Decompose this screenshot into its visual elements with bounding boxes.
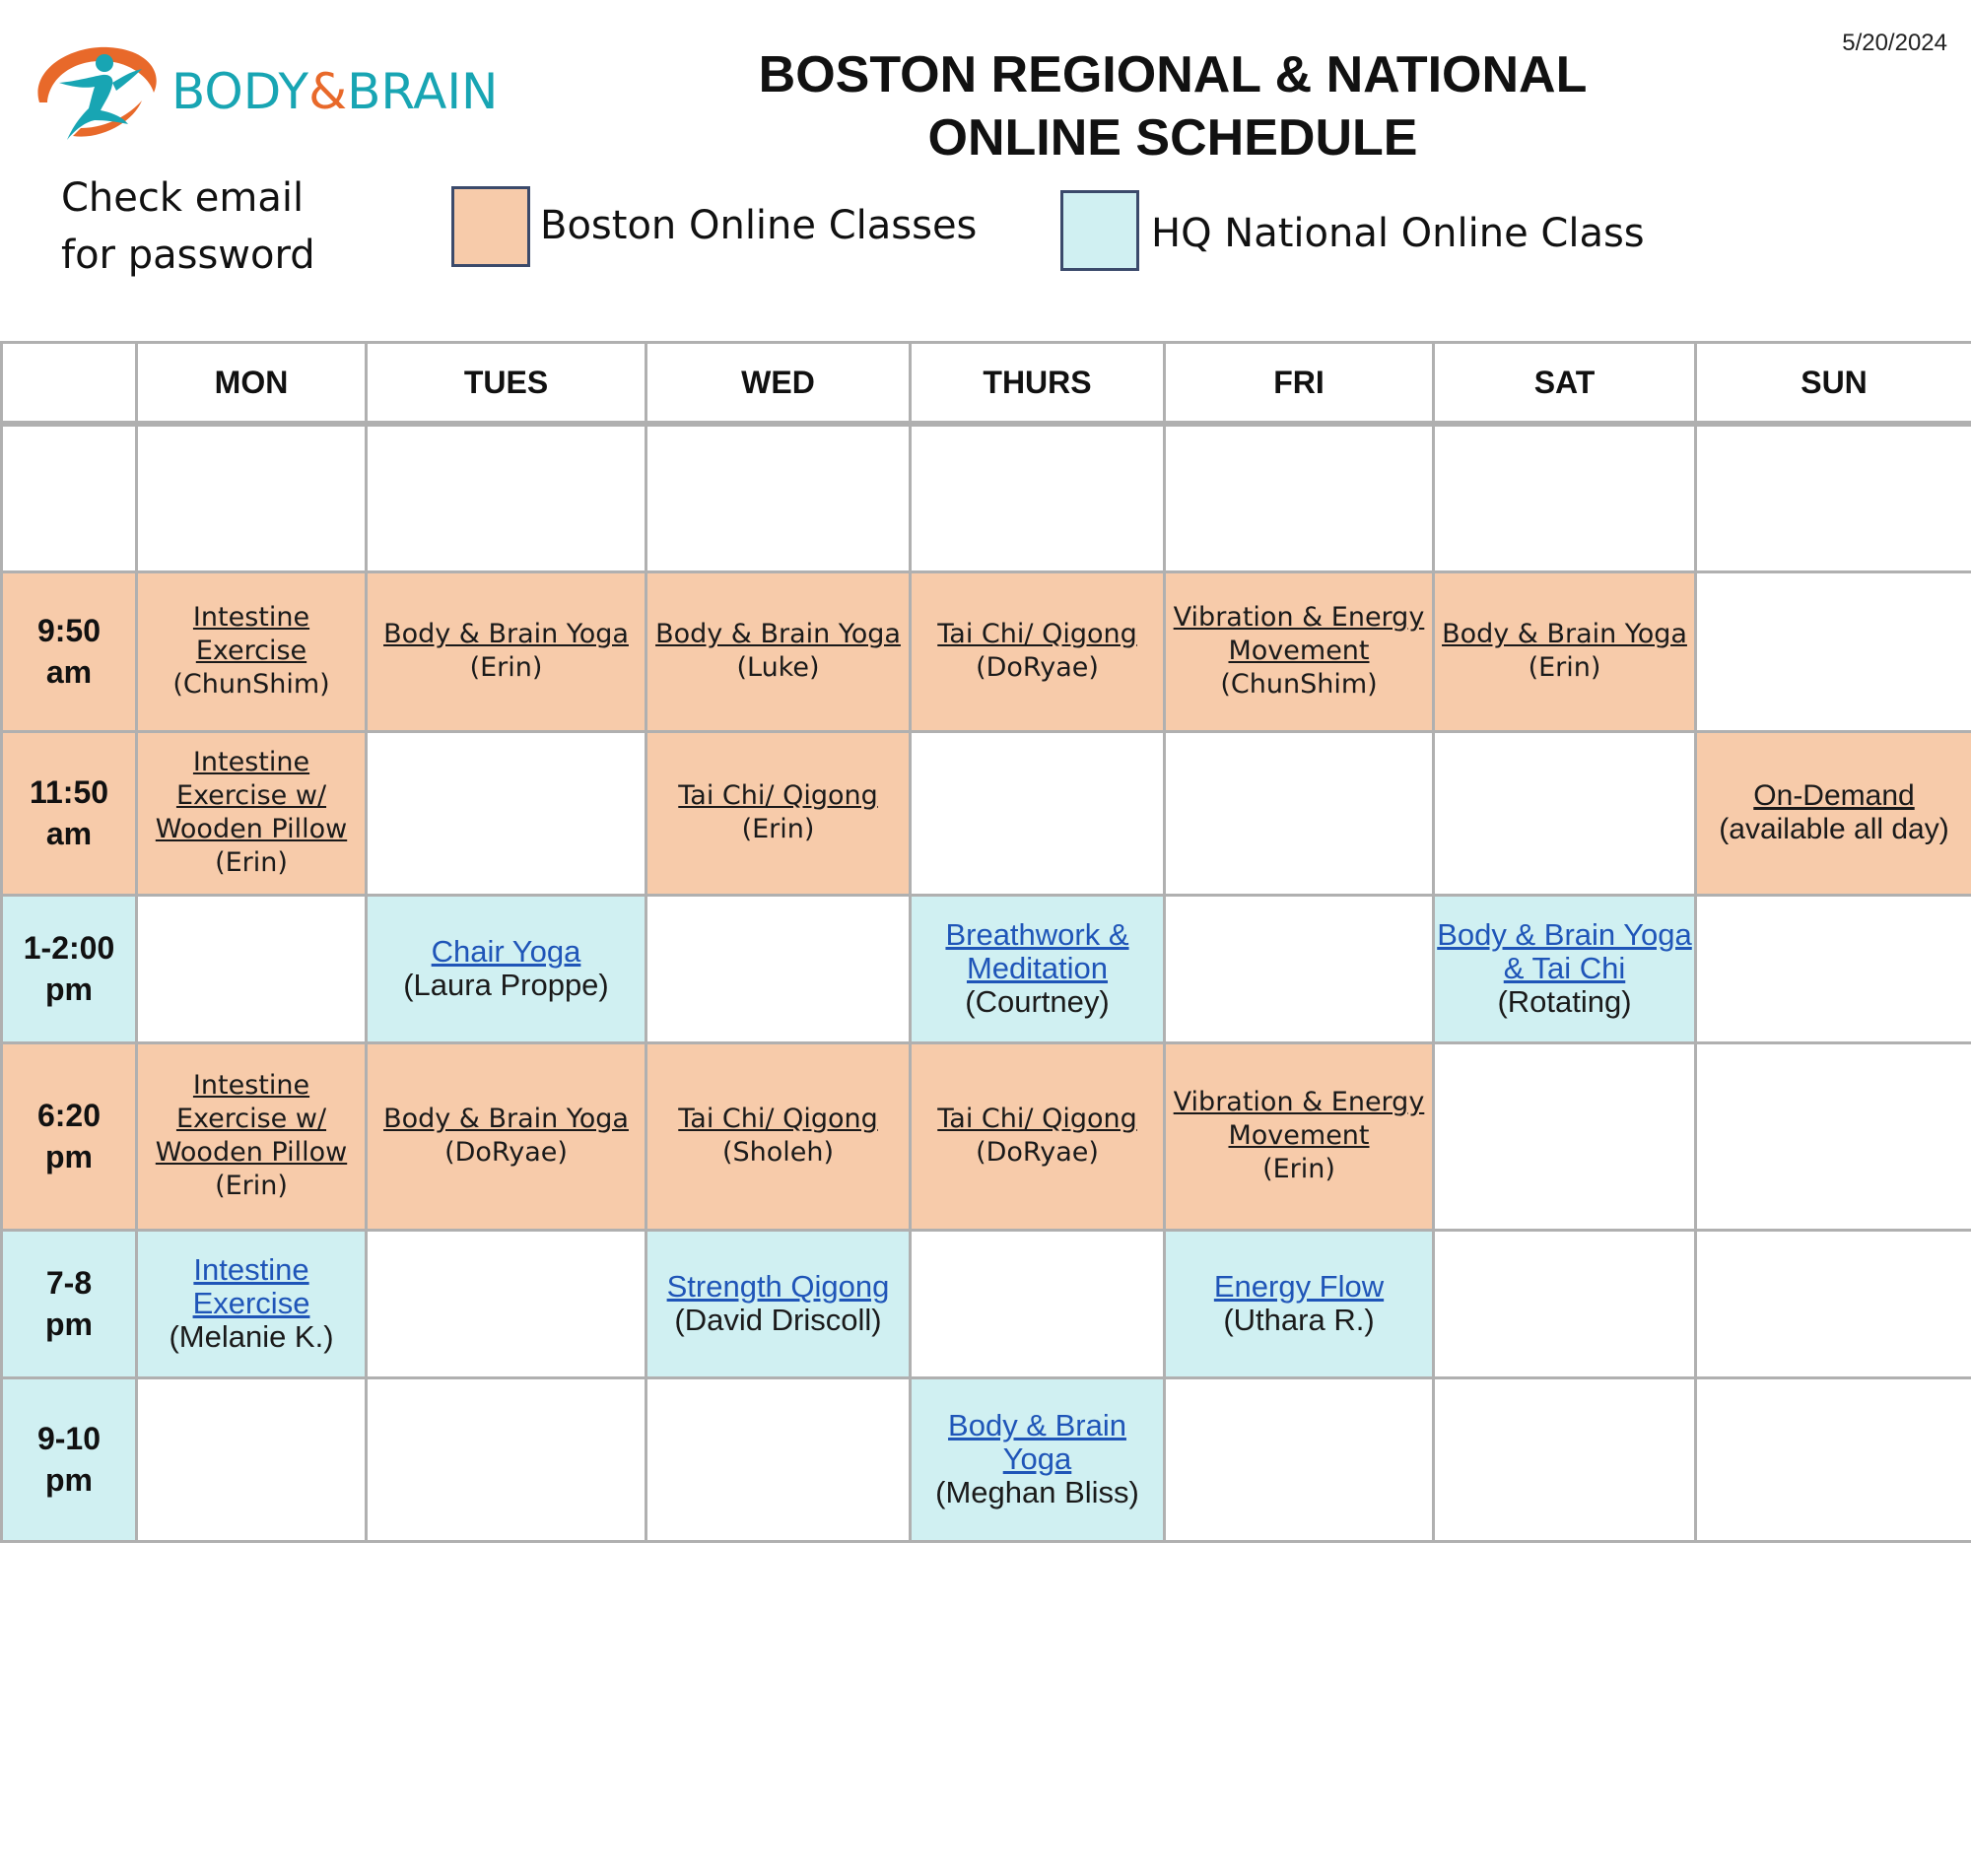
legend-swatch-boston (451, 186, 530, 267)
empty-cell (646, 895, 911, 1042)
class-title[interactable]: Energy Flow (1213, 1269, 1385, 1304)
class-cell[interactable] (646, 731, 911, 895)
corner-cell (2, 343, 137, 425)
brand-logo (30, 41, 503, 150)
legend-label-boston: Boston Online Classes (540, 203, 978, 248)
time-label: 7-8 (45, 1265, 93, 1301)
class-title[interactable]: Body & Brain Yoga (1442, 619, 1687, 649)
day-header: MON (137, 343, 367, 425)
legend-swatch-hq (1060, 190, 1139, 271)
class-instructor: (available all day) (1719, 813, 1949, 845)
time-row-9pm (2, 1377, 1971, 1541)
class-title[interactable]: Tai Chi/ Qigong (678, 1104, 878, 1134)
class-instructor: (Erin) (215, 847, 288, 878)
class-cell[interactable] (367, 571, 646, 731)
day-header: WED (646, 343, 911, 425)
class-cell[interactable] (1434, 895, 1696, 1042)
empty-cell (646, 1377, 911, 1541)
class-instructor: (Rotating) (1497, 984, 1632, 1019)
class-instructor: (DoRyae) (976, 1137, 1099, 1168)
time-cell (2, 1377, 137, 1541)
title-line-1: BOSTON REGIONAL & NATIONAL (758, 46, 1588, 103)
class-cell[interactable] (1165, 571, 1434, 731)
day-header: SAT (1434, 343, 1696, 425)
class-title[interactable]: Tai Chi/ Qigong (937, 619, 1137, 649)
class-title[interactable]: On-Demand (1753, 779, 1915, 812)
empty-row (2, 424, 1971, 571)
class-instructor: (Luke) (736, 652, 820, 683)
note-line-2: for password (61, 233, 315, 278)
class-title[interactable]: Tai Chi/ Qigong (678, 780, 878, 811)
class-instructor: (DoRyae) (444, 1137, 568, 1168)
time-row-1pm (2, 895, 1971, 1042)
class-title[interactable]: Tai Chi/ Qigong (937, 1104, 1137, 1134)
class-instructor: (Uthara R.) (1223, 1303, 1375, 1337)
time-suffix: pm (45, 1306, 93, 1342)
password-note (61, 169, 315, 284)
class-instructor: (ChunShim) (172, 669, 330, 700)
empty-cell (1165, 895, 1434, 1042)
class-cell[interactable] (367, 1042, 646, 1230)
class-cell[interactable] (1696, 731, 1971, 895)
day-header: TUES (367, 343, 646, 425)
class-cell[interactable] (1165, 1042, 1434, 1230)
class-cell[interactable] (137, 1230, 367, 1377)
class-instructor: (Erin) (1528, 652, 1601, 683)
title-line-2: ONLINE SCHEDULE (927, 109, 1418, 167)
brand-wordmark: BODY&BRAIN (171, 63, 499, 120)
class-instructor: (DoRyae) (976, 652, 1099, 683)
empty-cell (1434, 424, 1696, 571)
class-cell[interactable] (646, 1230, 911, 1377)
time-cell (2, 1230, 137, 1377)
class-cell[interactable] (137, 1042, 367, 1230)
empty-cell (367, 731, 646, 895)
empty-cell (646, 424, 911, 571)
note-line-1: Check email (61, 175, 305, 221)
class-title[interactable]: Body & Brain Yoga (948, 1408, 1126, 1476)
class-instructor: (Erin) (215, 1171, 288, 1201)
empty-cell (367, 424, 646, 571)
class-instructor: (David Driscoll) (674, 1303, 882, 1337)
day-header: FRI (1165, 343, 1434, 425)
time-suffix: am (45, 816, 93, 851)
empty-cell (911, 424, 1165, 571)
day-header: THURS (911, 343, 1165, 425)
class-instructor: (ChunShim) (1220, 669, 1378, 700)
empty-cell (1696, 1042, 1971, 1230)
time-suffix: pm (45, 1462, 93, 1498)
time-cell (2, 895, 137, 1042)
class-cell[interactable] (1434, 571, 1696, 731)
class-instructor: (Meghan Bliss) (935, 1475, 1139, 1509)
time-label: 9-10 (36, 1421, 102, 1456)
day-header: SUN (1696, 343, 1971, 425)
figure-logo-icon (30, 41, 168, 144)
empty-cell (911, 1230, 1165, 1377)
empty-cell (1165, 731, 1434, 895)
empty-cell (1434, 1042, 1696, 1230)
class-title[interactable]: Strength Qigong (666, 1269, 890, 1304)
class-title[interactable]: Vibration & Energy Movement (1173, 602, 1425, 666)
empty-cell (1434, 1230, 1696, 1377)
class-title[interactable]: Intestine Exercise w/ Wooden Pillow (155, 1070, 348, 1168)
empty-cell (1434, 1377, 1696, 1541)
class-cell[interactable] (367, 895, 646, 1042)
empty-cell (2, 424, 137, 571)
class-cell[interactable] (137, 571, 367, 731)
time-suffix: pm (45, 972, 93, 1007)
empty-cell (137, 895, 367, 1042)
class-title[interactable]: Body & Brain Yoga (655, 619, 901, 649)
empty-cell (1696, 895, 1971, 1042)
class-title[interactable]: Body & Brain Yoga (383, 1104, 629, 1134)
class-instructor: (Laura Proppe) (403, 968, 609, 1002)
class-cell[interactable] (911, 571, 1165, 731)
empty-cell (1696, 571, 1971, 731)
time-cell (2, 571, 137, 731)
time-suffix: am (45, 654, 93, 690)
time-label: 9:50 (36, 613, 102, 648)
time-row-7pm (2, 1230, 1971, 1377)
class-cell[interactable] (646, 571, 911, 731)
class-title[interactable]: Intestine Exercise (192, 602, 310, 666)
class-cell[interactable] (1165, 1230, 1434, 1377)
time-row-1150am (2, 731, 1971, 895)
page-title (719, 43, 1626, 169)
class-title[interactable]: Intestine Exercise w/ Wooden Pillow (155, 747, 348, 844)
time-row-620pm (2, 1042, 1971, 1230)
empty-cell (137, 1377, 367, 1541)
class-title[interactable]: Body & Brain Yoga & Tai Chi (1437, 917, 1692, 985)
empty-cell (367, 1230, 646, 1377)
time-suffix: pm (45, 1139, 93, 1174)
class-cell[interactable] (137, 731, 367, 895)
class-title[interactable]: Intestine Exercise (192, 1252, 310, 1320)
empty-cell (1696, 424, 1971, 571)
time-cell (2, 731, 137, 895)
empty-cell (1165, 1377, 1434, 1541)
time-label: 11:50 (29, 774, 109, 810)
schedule-table (0, 341, 1971, 1543)
class-title[interactable]: Vibration & Energy Movement (1173, 1087, 1425, 1151)
empty-cell (367, 1377, 646, 1541)
empty-cell (137, 424, 367, 571)
class-title[interactable]: Breathwork & Meditation (945, 917, 1129, 985)
class-title[interactable]: Body & Brain Yoga (383, 619, 629, 649)
class-instructor: (Erin) (469, 652, 543, 683)
class-cell[interactable] (911, 895, 1165, 1042)
schedule-date: 5/20/2024 (1842, 30, 1947, 56)
class-cell[interactable] (646, 1042, 911, 1230)
class-instructor: (Melanie K.) (169, 1319, 334, 1354)
day-header-row (2, 343, 1971, 425)
class-cell[interactable] (911, 1042, 1165, 1230)
time-cell (2, 1042, 137, 1230)
empty-cell (1434, 731, 1696, 895)
class-instructor: (Erin) (741, 814, 815, 844)
empty-cell (1696, 1377, 1971, 1541)
empty-cell (911, 731, 1165, 895)
time-row-950am (2, 571, 1971, 731)
class-instructor: (Sholeh) (721, 1137, 835, 1168)
class-instructor: (Erin) (1262, 1154, 1335, 1184)
class-instructor: (Courtney) (965, 984, 1110, 1019)
time-label: 1-2:00 (23, 930, 115, 966)
class-title[interactable]: Chair Yoga (431, 934, 581, 969)
class-cell[interactable] (911, 1377, 1165, 1541)
time-label: 6:20 (36, 1098, 102, 1133)
legend-label-hq: HQ National Online Class (1151, 211, 1645, 256)
empty-cell (1165, 424, 1434, 571)
empty-cell (1696, 1230, 1971, 1377)
